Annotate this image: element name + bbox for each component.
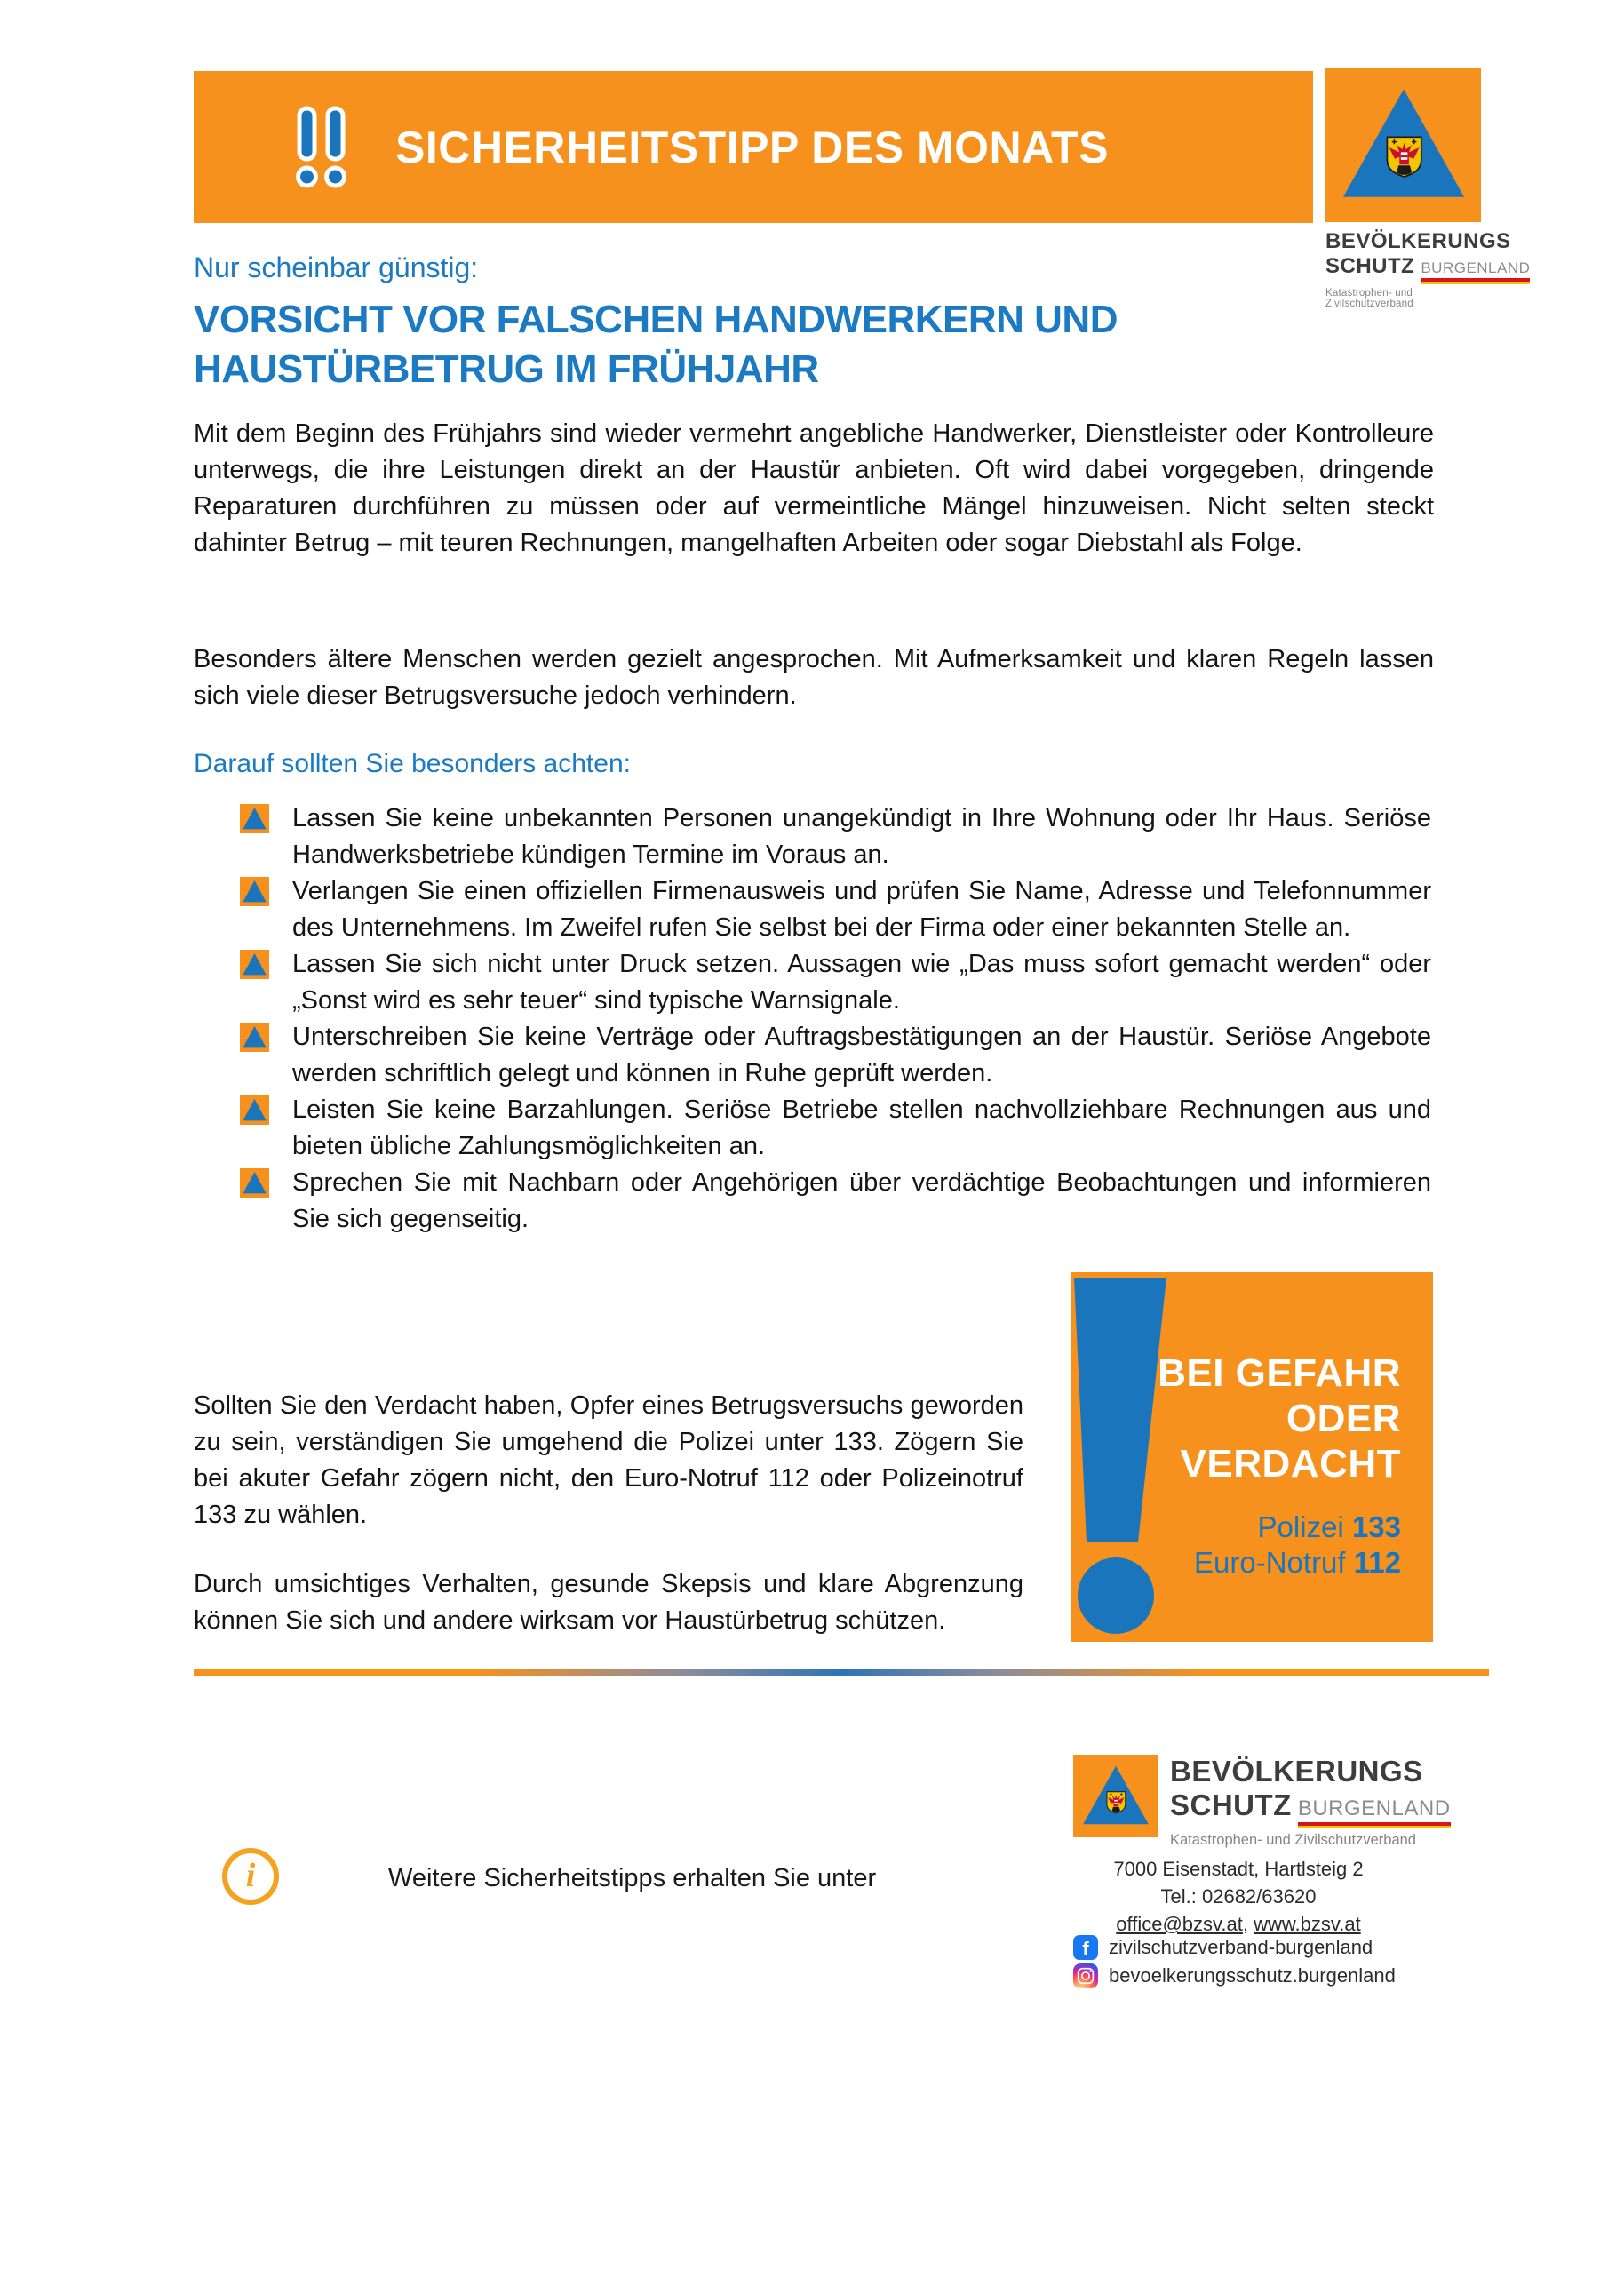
logo-triangle-icon (1325, 68, 1481, 222)
civil-protection-bullet-icon (240, 804, 269, 833)
instagram-handle: bevoelkerungsschutz.burgenland (1109, 1964, 1396, 1987)
logo-tagline: Katastrophen- und Zivilschutzverband (1325, 288, 1413, 309)
instagram-row[interactable] (1073, 1962, 1396, 1990)
police-number-row (1158, 1509, 1401, 1545)
burgenland-flag-bars (1421, 278, 1530, 284)
checklist-item (240, 800, 1434, 873)
logo-line2: SCHUTZ (1170, 1788, 1292, 1821)
civil-protection-bullet-icon (240, 1168, 269, 1198)
civil-protection-bullet-icon (240, 950, 269, 979)
police-number: 133 (1351, 1510, 1401, 1543)
euro-label: Euro-Notruf (1194, 1546, 1354, 1579)
org-logo-footer (1073, 1755, 1451, 1849)
kicker: Nur scheinbar günstig: (194, 251, 479, 283)
checklist-item (240, 1019, 1434, 1092)
civil-protection-bullet-icon (240, 1023, 269, 1052)
checklist-item-text: Sprechen Sie mit Nachbarn oder Angehörigen über verdächtige Beobachtungen und informieren Sie sich gegenseitig. (292, 1168, 1431, 1233)
logo-region: BURGENLAND (1421, 259, 1531, 276)
facebook-icon: f (1073, 1935, 1098, 1960)
checklist-item (240, 1165, 1434, 1238)
burgenland-flag-bars (1298, 1822, 1451, 1828)
footer-info-text: Weitere Sicherheitstipps erhalten Sie unter (388, 1864, 877, 1892)
alert-heading-line3: VERDACHT (1180, 1442, 1401, 1486)
article-title-line1: VORSICHT VOR FALSCHEN HANDWERKERN UND (194, 298, 1118, 341)
police-label: Polizei (1257, 1510, 1352, 1543)
checklist-item-text: Unterschreiben Sie keine Verträge oder Auftragsbestätigungen an der Haustür. Seriöse Angebote werden schriftlich gelegt und können in Ruhe geprüft werden. (292, 1023, 1431, 1087)
euro-number: 112 (1353, 1546, 1401, 1579)
logo-wordmark (1170, 1755, 1451, 1849)
org-logo-top (1325, 68, 1531, 309)
section-divider (194, 1669, 1489, 1676)
footer-contact-block (1073, 1855, 1404, 1938)
checklist-item (240, 873, 1434, 946)
checklist-item-text: Leisten Sie keine Barzahlungen. Seriöse Betriebe stellen nachvollziehbare Rechnungen aus und bieten übliche Zahlungsmöglichkeiten an. (292, 1095, 1431, 1160)
checklist-item-text: Lassen Sie keine unbekannten Personen unangekündigt in Ihre Wohnung oder Ihr Haus. Seriöse Handwerksbetriebe kündigen Termine im Voraus an. (292, 804, 1431, 869)
alert-heading-line2: ODER (1286, 1397, 1401, 1440)
article-title (194, 295, 1118, 394)
footer-social-block (1073, 1933, 1396, 1990)
checklist-item-text: Verlangen Sie einen offiziellen Firmenausweis und prüfen Sie Name, Adresse und Telefonnummer des Unternehmens. Im Zweifel rufen Sie selbst bei der Firma oder einer bekannten Stelle an. (292, 877, 1431, 942)
logo-tagline: Katastrophen- und Zivilschutzverband (1170, 1832, 1416, 1848)
footer-phone: Tel.: 02682/63620 (1160, 1885, 1317, 1908)
instagram-icon (1073, 1963, 1098, 1988)
double-exclamation-icon (293, 105, 350, 196)
facebook-row[interactable] (1073, 1933, 1396, 1962)
header-bar (194, 71, 1313, 223)
logo-line1: BEVÖLKERUNGS (1170, 1755, 1423, 1788)
footer-address: 7000 Eisenstadt, Hartlsteig 2 (1113, 1858, 1364, 1880)
link-separator: , (1242, 1913, 1254, 1935)
intro-paragraph-2: Besonders ältere Menschen werden gezielt angesprochen. Mit Aufmerksamkeit und klaren Regeln lassen sich viele dieser Betrugsversuche jedoch verhindern. (194, 645, 1434, 710)
outro-paragraph-1: Sollten Sie den Verdacht haben, Opfer eines Betrugsversuchs geworden zu sein, verständigen Sie umgehend die Polizei unter 133. Zögern Sie bei akuter Gefahr zögern nicht, den Euro-Notruf 112 oder Polizeinotruf 133 zu wählen. (194, 1391, 1023, 1529)
email-link[interactable]: office@bzsv.at (1116, 1913, 1243, 1935)
checklist-item (240, 946, 1434, 1019)
checklist (240, 800, 1434, 1238)
euro-emergency-row (1158, 1545, 1401, 1581)
logo-triangle-icon (1073, 1755, 1158, 1837)
alert-heading-line1: BEI GEFAHR (1158, 1351, 1401, 1395)
facebook-handle: zivilschutzverband-burgenland (1109, 1936, 1373, 1958)
outro-paragraph-2: Durch umsichtiges Verhalten, gesunde Skepsis und klare Abgrenzung können Sie sich und andere wirksam vor Haustürbetrug schützen. (194, 1570, 1023, 1635)
info-icon: i (222, 1848, 279, 1905)
logo-line2: SCHUTZ (1325, 254, 1415, 278)
civil-protection-bullet-icon (240, 877, 269, 906)
logo-region: BURGENLAND (1297, 1796, 1451, 1820)
page-title: SICHERHEITSTIPP DES MONATS (395, 122, 1109, 172)
civil-protection-bullet-icon (240, 1095, 269, 1125)
emergency-alert-box (1071, 1272, 1433, 1642)
article-title-line2: HAUSTÜRBETRUG IM FRÜHJAHR (194, 347, 819, 391)
checklist-item (240, 1092, 1434, 1165)
logo-wordmark (1325, 229, 1531, 309)
checklist-item-text: Lassen Sie sich nicht unter Druck setzen. Aussagen wie „Das muss sofort gemacht werden“ oder „Sonst wird es sehr teuer“ sind typische Warnsignale. (292, 950, 1431, 1015)
intro-paragraph-1: Mit dem Beginn des Frühjahrs sind wieder vermehrt angebliche Handwerker, Dienstleister oder Kontrolleure unterwegs, die ihre Leistungen direkt an der Haustür anbieten. Oft wird dabei vorgegeben, dringende Reparaturen durchführen zu müssen oder auf vermeintliche Mängel hinzuweisen. Nicht selten steckt dahinter Betrug – mit teuren Rechnungen, mangelhaften Arbeiten oder sogar Diebstahl als Folge. (194, 419, 1434, 557)
logo-line1: BEVÖLKERUNGS (1325, 229, 1511, 253)
website-link[interactable]: www.bzsv.at (1254, 1913, 1361, 1935)
checklist-heading: Darauf sollten Sie besonders achten: (194, 749, 631, 778)
